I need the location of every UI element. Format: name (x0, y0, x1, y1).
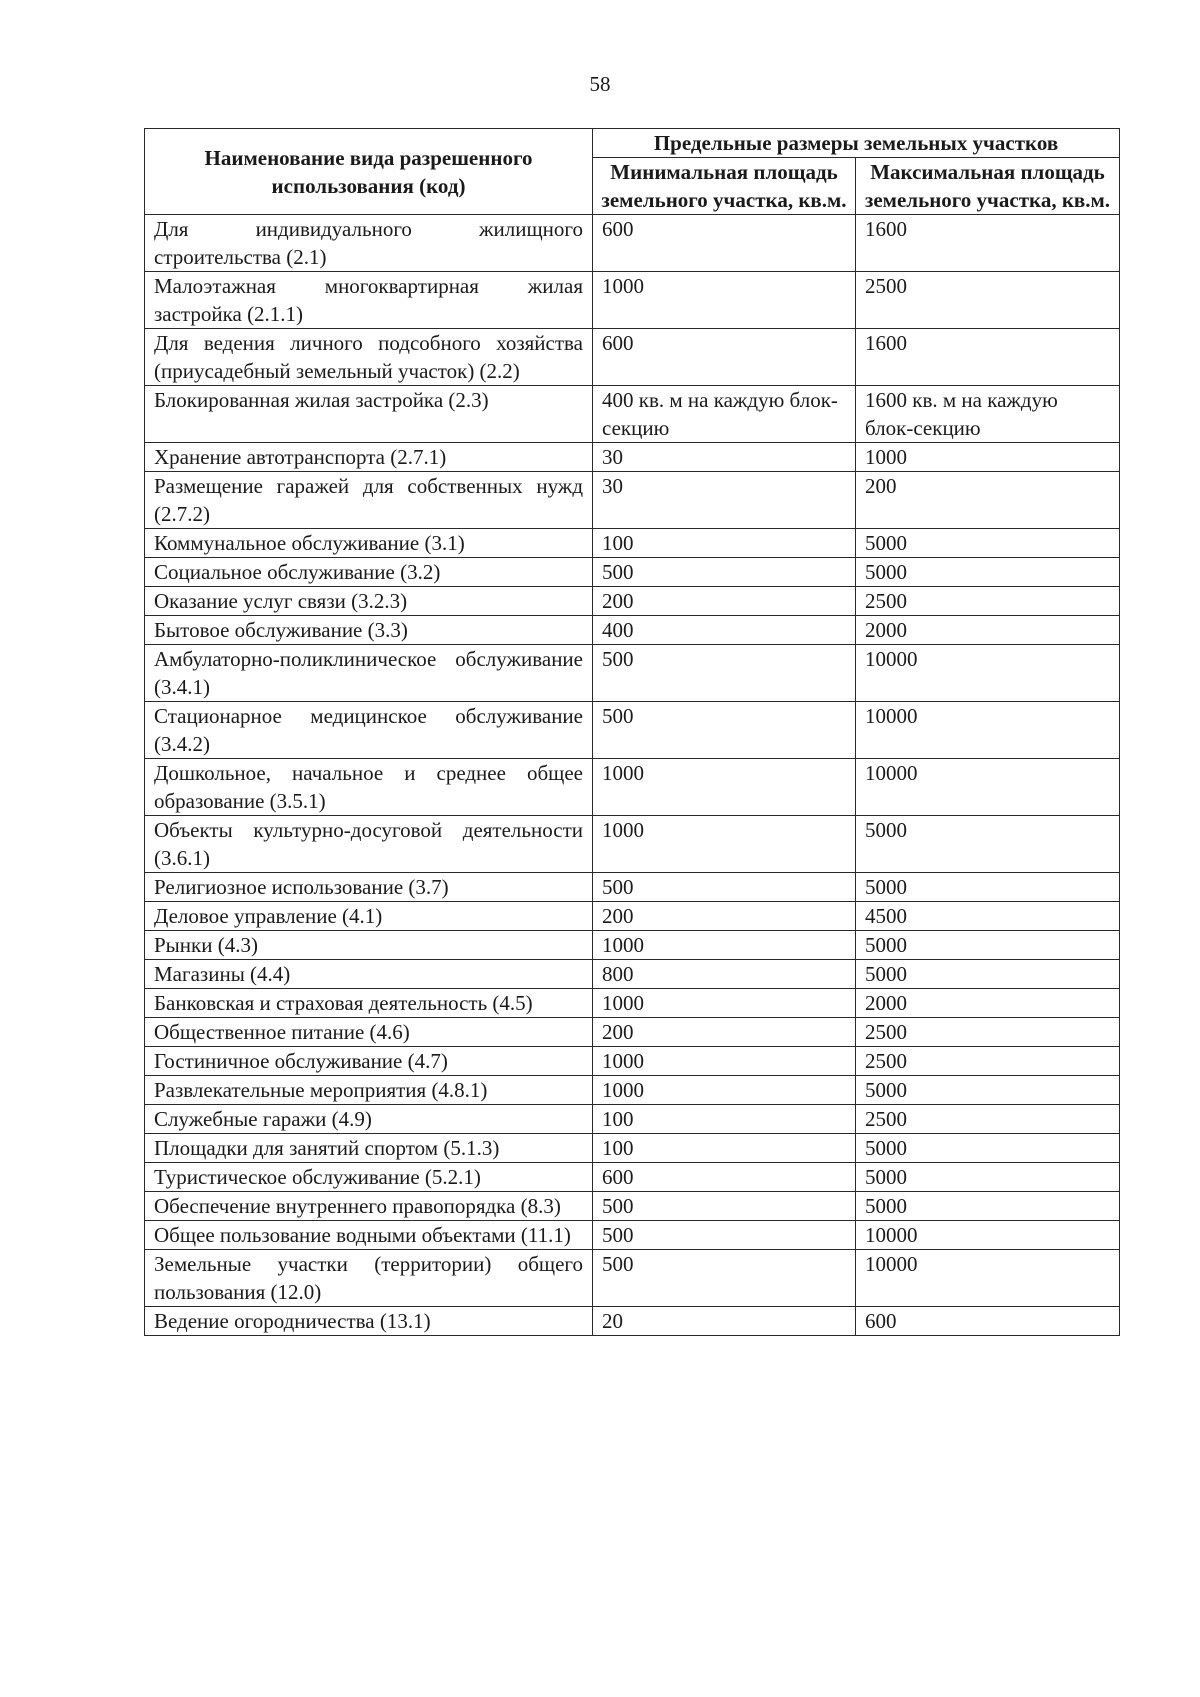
row-name-cell: Для индивидуального жилищного строительства (2.1) (145, 215, 593, 272)
table-row (145, 587, 1120, 616)
row-min-area-cell: 1000 (593, 759, 856, 816)
row-min-area-cell: 30 (593, 443, 856, 472)
row-name-cell: Религиозное использование (3.7) (145, 873, 593, 902)
row-min-area-cell: 30 (593, 472, 856, 529)
row-max-area-cell: 200 (856, 472, 1120, 529)
row-min-area-cell: 1000 (593, 931, 856, 960)
row-max-area-cell: 5000 (856, 816, 1120, 873)
row-name-cell: Рынки (4.3) (145, 931, 593, 960)
row-max-area-cell: 2500 (856, 587, 1120, 616)
row-min-area-cell: 500 (593, 1250, 856, 1307)
row-name-cell: Служебные гаражи (4.9) (145, 1105, 593, 1134)
row-max-area-cell: 4500 (856, 902, 1120, 931)
row-name-cell: Для ведения личного подсобного хозяйства (приусадебный земельный участок) (2.2) (145, 329, 593, 386)
table-row (145, 329, 1120, 386)
row-max-area-cell: 1000 (856, 443, 1120, 472)
table-row (145, 1192, 1120, 1221)
row-max-area-cell: 5000 (856, 1134, 1120, 1163)
row-max-area-cell: 5000 (856, 529, 1120, 558)
table-row (145, 645, 1120, 702)
row-max-area-cell: 2500 (856, 1047, 1120, 1076)
row-name-cell: Социальное обслуживание (3.2) (145, 558, 593, 587)
row-min-area-cell: 20 (593, 1307, 856, 1336)
row-max-area-cell: 5000 (856, 558, 1120, 587)
row-name-cell: Дошкольное, начальное и среднее общее образование (3.5.1) (145, 759, 593, 816)
table-row (145, 1250, 1120, 1307)
table-row (145, 1018, 1120, 1047)
row-min-area-cell: 200 (593, 1018, 856, 1047)
row-min-area-cell: 200 (593, 587, 856, 616)
row-min-area-cell: 1000 (593, 1047, 856, 1076)
table-row (145, 702, 1120, 759)
table-body (145, 215, 1120, 1336)
table-row (145, 1047, 1120, 1076)
row-name-cell: Оказание услуг связи (3.2.3) (145, 587, 593, 616)
table-row (145, 1307, 1120, 1336)
table-row (145, 931, 1120, 960)
table-row (145, 529, 1120, 558)
row-name-cell: Блокированная жилая застройка (2.3) (145, 386, 593, 443)
page-number: 58 (589, 72, 611, 96)
row-min-area-cell: 1000 (593, 272, 856, 329)
row-min-area-cell: 500 (593, 645, 856, 702)
row-name-cell: Площадки для занятий спортом (5.1.3) (145, 1134, 593, 1163)
row-name-cell: Земельные участки (территории) общего пользования (12.0) (145, 1250, 593, 1307)
header-min-area: Минимальная площадь земельного участка, кв.м. (593, 158, 856, 215)
row-max-area-cell: 2000 (856, 616, 1120, 645)
row-min-area-cell: 200 (593, 902, 856, 931)
row-min-area-cell: 100 (593, 1105, 856, 1134)
row-max-area-cell: 5000 (856, 931, 1120, 960)
row-max-area-cell: 10000 (856, 1250, 1120, 1307)
row-max-area-cell: 10000 (856, 702, 1120, 759)
row-name-cell: Хранение автотранспорта (2.7.1) (145, 443, 593, 472)
row-max-area-cell: 5000 (856, 1163, 1120, 1192)
table-row (145, 1105, 1120, 1134)
table-row (145, 1163, 1120, 1192)
row-max-area-cell: 2500 (856, 272, 1120, 329)
row-min-area-cell: 600 (593, 329, 856, 386)
table-row (145, 272, 1120, 329)
row-min-area-cell: 1000 (593, 989, 856, 1018)
row-min-area-cell: 1000 (593, 1076, 856, 1105)
row-max-area-cell: 10000 (856, 1221, 1120, 1250)
header-name-column: Наименование вида разрешенного использования (код) (145, 129, 593, 215)
row-min-area-cell: 500 (593, 873, 856, 902)
header-max-area: Максимальная площадь земельного участка, кв.м. (856, 158, 1120, 215)
row-name-cell: Бытовое обслуживание (3.3) (145, 616, 593, 645)
table-header (145, 129, 1120, 215)
table-row (145, 873, 1120, 902)
table-row (145, 1221, 1120, 1250)
row-name-cell: Развлекательные мероприятия (4.8.1) (145, 1076, 593, 1105)
row-min-area-cell: 500 (593, 702, 856, 759)
row-max-area-cell: 5000 (856, 960, 1120, 989)
table-row (145, 443, 1120, 472)
row-max-area-cell: 5000 (856, 873, 1120, 902)
table-row (145, 558, 1120, 587)
row-min-area-cell: 500 (593, 1221, 856, 1250)
table-row (145, 616, 1120, 645)
row-max-area-cell: 5000 (856, 1192, 1120, 1221)
row-name-cell: Размещение гаражей для собственных нужд (2.7.2) (145, 472, 593, 529)
row-min-area-cell: 600 (593, 1163, 856, 1192)
row-name-cell: Объекты культурно-досуговой деятельности (3.6.1) (145, 816, 593, 873)
row-name-cell: Малоэтажная многоквартирная жилая застройка (2.1.1) (145, 272, 593, 329)
row-min-area-cell: 500 (593, 558, 856, 587)
row-max-area-cell: 1600 (856, 215, 1120, 272)
table-row (145, 960, 1120, 989)
row-name-cell: Магазины (4.4) (145, 960, 593, 989)
table-row (145, 386, 1120, 443)
row-min-area-cell: 400 кв. м на каждую блок-секцию (593, 386, 856, 443)
table-row (145, 215, 1120, 272)
table-row (145, 989, 1120, 1018)
table-row (145, 902, 1120, 931)
row-max-area-cell: 10000 (856, 759, 1120, 816)
row-name-cell: Гостиничное обслуживание (4.7) (145, 1047, 593, 1076)
row-min-area-cell: 500 (593, 1192, 856, 1221)
row-min-area-cell: 100 (593, 529, 856, 558)
row-name-cell: Общественное питание (4.6) (145, 1018, 593, 1047)
row-name-cell: Общее пользование водными объектами (11.1) (145, 1221, 593, 1250)
table-row (145, 816, 1120, 873)
row-max-area-cell: 2500 (856, 1105, 1120, 1134)
row-name-cell: Ведение огородничества (13.1) (145, 1307, 593, 1336)
table-row (145, 1134, 1120, 1163)
row-name-cell: Банковская и страховая деятельность (4.5) (145, 989, 593, 1018)
row-min-area-cell: 1000 (593, 816, 856, 873)
table-row (145, 472, 1120, 529)
row-max-area-cell: 1600 кв. м на каждую блок-секцию (856, 386, 1120, 443)
row-max-area-cell: 5000 (856, 1076, 1120, 1105)
row-max-area-cell: 1600 (856, 329, 1120, 386)
row-name-cell: Амбулаторно-поликлиническое обслуживание (3.4.1) (145, 645, 593, 702)
row-max-area-cell: 10000 (856, 645, 1120, 702)
header-group: Предельные размеры земельных участков (593, 129, 1120, 158)
row-max-area-cell: 600 (856, 1307, 1120, 1336)
row-max-area-cell: 2500 (856, 1018, 1120, 1047)
table-row (145, 1076, 1120, 1105)
row-name-cell: Деловое управление (4.1) (145, 902, 593, 931)
row-min-area-cell: 400 (593, 616, 856, 645)
row-name-cell: Туристическое обслуживание (5.2.1) (145, 1163, 593, 1192)
row-min-area-cell: 800 (593, 960, 856, 989)
row-name-cell: Стационарное медицинское обслуживание (3.4.2) (145, 702, 593, 759)
row-min-area-cell: 600 (593, 215, 856, 272)
table-row (145, 759, 1120, 816)
row-name-cell: Обеспечение внутреннего правопорядка (8.3) (145, 1192, 593, 1221)
row-min-area-cell: 100 (593, 1134, 856, 1163)
land-plot-size-table (144, 128, 1120, 1336)
row-max-area-cell: 2000 (856, 989, 1120, 1018)
row-name-cell: Коммунальное обслуживание (3.1) (145, 529, 593, 558)
